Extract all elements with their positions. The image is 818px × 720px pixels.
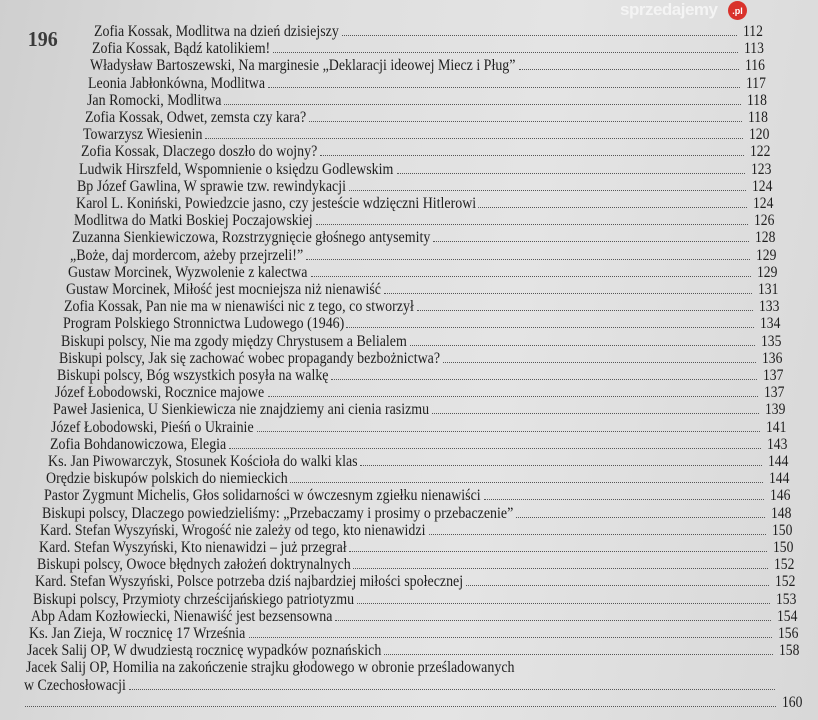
toc-entry-page: 126 bbox=[753, 212, 775, 230]
toc-entry bbox=[58, 349, 783, 367]
dot-leader bbox=[306, 259, 750, 260]
toc-entry-page: 112 bbox=[743, 23, 763, 40]
toc-entry-title: Program Polskiego Stronnictwa Ludowego (1946) bbox=[62, 315, 344, 333]
toc-entry bbox=[57, 367, 784, 384]
toc-entry-title: Biskupi polscy, Nie ma zgody między Chrystusem a Belialem bbox=[60, 332, 407, 350]
toc-entry-title: Zuzanna Sienkiewiczowa, Rozstrzygnięcie głośnego antysemity bbox=[71, 229, 431, 247]
dot-leader bbox=[205, 138, 743, 139]
toc-entry bbox=[75, 195, 774, 212]
toc-entry bbox=[34, 573, 796, 591]
toc-entry bbox=[69, 246, 777, 264]
toc-entry-title: Zofia Kossak, Dlaczego doszło do wojny? bbox=[81, 143, 318, 161]
toc-entry-title: Abp Adam Kozłowiecki, Nienawiść jest bezsensowna bbox=[31, 607, 333, 625]
toc-entry bbox=[84, 109, 768, 126]
dot-leader bbox=[320, 155, 744, 156]
toc-entry bbox=[92, 40, 764, 58]
toc-entry-title: Jacek Salij OP, W dwudziestą rocznicę wypadków poznańskich bbox=[27, 642, 382, 660]
toc-entry-title: Kard. Stefan Wyszyński, Kto nienawidzi – już przegrał bbox=[38, 539, 347, 556]
toc-entry-page: 152 bbox=[773, 556, 795, 574]
dot-leader bbox=[443, 362, 756, 363]
toc-entry bbox=[27, 642, 800, 660]
dot-leader bbox=[316, 224, 748, 225]
toc-entry bbox=[64, 298, 780, 316]
toc-entry-page: 144 bbox=[768, 470, 790, 488]
toc-entry-title: Ks. Jan Piwowarczyk, Stosunek Kościoła do walki klas bbox=[47, 453, 358, 470]
toc-entry-title: Zofia Kossak, Pan nie ma w nienawiści nic z tego, co stworzył bbox=[64, 298, 415, 316]
dot-leader bbox=[342, 35, 737, 36]
dot-leader bbox=[331, 379, 757, 380]
toc-entry bbox=[22, 693, 803, 711]
dot-leader bbox=[478, 207, 747, 208]
toc-entry-title: Zofia Kossak, Modlitwa na dzień dzisiejszy bbox=[94, 23, 339, 40]
dot-leader bbox=[384, 654, 773, 655]
toc-entry-page: 122 bbox=[749, 143, 771, 161]
toc-entry-page: 150 bbox=[773, 539, 794, 556]
toc-entry-page: 124 bbox=[753, 195, 774, 212]
page-number: 196 bbox=[27, 27, 58, 51]
toc-entry-title: Kard. Stefan Wyszyński, Wrogość nie zależy od tego, kto nienawidzi bbox=[40, 521, 426, 539]
toc-entry-title: Bp Józef Gawlina, W sprawie tzw. rewindykacji bbox=[77, 177, 347, 195]
toc-entry-page: 153 bbox=[775, 590, 797, 608]
toc-entry-page: 118 bbox=[746, 91, 767, 109]
toc-entry bbox=[73, 212, 775, 230]
toc-entry bbox=[24, 678, 781, 694]
toc-entry bbox=[32, 590, 797, 608]
toc-entry-page: 133 bbox=[758, 298, 780, 316]
dot-leader bbox=[349, 551, 767, 552]
toc-entry bbox=[66, 281, 779, 298]
dot-leader bbox=[397, 173, 745, 174]
toc-entry-page: 120 bbox=[748, 126, 770, 144]
dot-leader bbox=[429, 534, 766, 535]
toc-entry-page: 129 bbox=[755, 246, 777, 264]
dot-leader bbox=[353, 568, 768, 569]
toc-entry bbox=[86, 91, 767, 109]
dot-leader bbox=[417, 310, 753, 311]
toc-entry-page: 158 bbox=[778, 642, 800, 660]
toc-entry-title: Ks. Jan Zieja, W rocznicę 17 Września bbox=[29, 625, 246, 642]
toc-entry-title: Modlitwa do Matki Boskiej Poczajowskiej bbox=[73, 212, 313, 230]
dot-leader bbox=[290, 482, 763, 483]
toc-entry-page: 136 bbox=[761, 349, 783, 367]
toc-entry-title: Pastor Zygmunt Michelis, Głos solidarności w ówczesnym zgiełku nienawiści bbox=[44, 487, 481, 505]
toc-entry-title: Biskupi polscy, Przymioty chrześcijańskiego patriotyzmu bbox=[32, 590, 354, 608]
toc-entry-title: Biskupi polscy, Owoce błędnych założeń doktrynalnych bbox=[36, 556, 351, 574]
toc-entry-title: Zofia Kossak, Odwet, zemsta czy kara? bbox=[84, 109, 306, 126]
dot-leader bbox=[357, 603, 770, 604]
dot-leader bbox=[25, 706, 776, 707]
toc-entry-page: 116 bbox=[744, 57, 765, 75]
toc-entry bbox=[60, 332, 782, 350]
toc-entry bbox=[40, 521, 793, 539]
dot-leader bbox=[346, 327, 754, 328]
dot-leader bbox=[384, 293, 752, 294]
toc-entry bbox=[55, 384, 785, 402]
toc-entry bbox=[77, 177, 773, 195]
toc-entry-page: 146 bbox=[769, 487, 791, 505]
toc-entry bbox=[81, 143, 771, 161]
toc-entry-title: Ludwik Hirszfeld, Wspomnienie o księdzu Godlewskim bbox=[79, 160, 394, 178]
toc-entry-page: 113 bbox=[743, 40, 764, 58]
watermark: sprzedajemy bbox=[620, 0, 718, 19]
dot-leader bbox=[335, 620, 771, 621]
watermark-badge: .pl bbox=[728, 1, 747, 20]
toc-entry bbox=[38, 539, 794, 556]
toc-entry-page: 118 bbox=[748, 109, 768, 126]
toc-entry-page: 141 bbox=[765, 418, 787, 436]
dot-leader bbox=[309, 121, 742, 122]
dot-leader bbox=[466, 585, 769, 586]
toc-entry-page: 160 bbox=[781, 693, 803, 711]
toc-entry-page: 156 bbox=[778, 625, 799, 642]
toc-entry-page: 137 bbox=[763, 384, 785, 402]
toc-entry-page: 137 bbox=[763, 367, 784, 384]
toc-entry bbox=[51, 418, 787, 436]
toc-entry-page: 139 bbox=[764, 401, 786, 419]
toc-entry-page: 148 bbox=[770, 504, 792, 522]
toc-entry bbox=[36, 556, 795, 574]
dot-leader bbox=[257, 431, 760, 432]
toc-entry-page: 150 bbox=[771, 521, 793, 539]
toc-entry-page: 154 bbox=[776, 607, 798, 625]
toc-entry bbox=[82, 126, 770, 144]
toc-entry-page: 128 bbox=[754, 229, 776, 247]
toc-entry-page: 143 bbox=[766, 435, 788, 453]
dot-leader bbox=[519, 69, 739, 70]
toc-entry-title: Gustaw Morcinek, Miłość jest mocniejsza niż nienawiść bbox=[66, 281, 382, 298]
toc-entry bbox=[29, 625, 799, 642]
toc-entry-page: 124 bbox=[751, 177, 773, 195]
toc-entry-title: Zofia Kossak, Bądź katolikiem! bbox=[92, 40, 271, 58]
toc-entry bbox=[31, 607, 798, 625]
toc-entry-page: 129 bbox=[756, 263, 778, 281]
toc-entry-title: Józef Łobodowski, Rocznice majowe bbox=[55, 384, 265, 402]
toc-entry-page: 123 bbox=[750, 160, 772, 178]
toc-entry-title: Towarzysz Wiesienin bbox=[82, 126, 203, 144]
toc-entry-page: 152 bbox=[774, 573, 796, 591]
dot-leader bbox=[268, 87, 740, 88]
toc-entry bbox=[45, 470, 790, 488]
toc-entry bbox=[68, 263, 778, 281]
toc-entry-page: 117 bbox=[745, 74, 766, 92]
dot-leader bbox=[433, 241, 749, 242]
toc-entry-title: Biskupi polscy, Jak się zachować wobec propagandy bezbożnictwa? bbox=[58, 349, 440, 367]
toc-entry-page: 144 bbox=[768, 453, 789, 470]
toc-entry-title: Biskupi polscy, Bóg wszystkich posyła na walkę bbox=[57, 367, 329, 384]
toc-entry bbox=[53, 401, 786, 419]
dot-leader bbox=[360, 465, 762, 466]
dot-leader bbox=[432, 413, 759, 414]
toc-entry bbox=[88, 74, 766, 92]
dot-leader bbox=[129, 689, 775, 690]
toc-entry-title: Jacek Salij OP, Homilia na zakończenie strajku głodowego w obronie prześladowanych bbox=[25, 659, 515, 677]
toc-entry-title: Orędzie biskupów polskich do niemieckich bbox=[45, 470, 288, 488]
toc-entry-title: w Czechosłowacji bbox=[23, 676, 126, 694]
dot-leader bbox=[410, 345, 755, 346]
toc-entry-page: 134 bbox=[759, 315, 781, 333]
toc-entry-title: Kard. Stefan Wyszyński, Polsce potrzeba dziś najbardziej miłości społecznej bbox=[34, 573, 463, 591]
toc-entry-title: Biskupi polscy, Dlaczego powiedzieliśmy: „Przebaczamy i prosimy o przebaczenie” bbox=[42, 504, 514, 522]
dot-leader bbox=[349, 190, 746, 191]
toc-entry bbox=[79, 160, 772, 178]
dot-leader bbox=[273, 52, 738, 53]
toc-entry-title: Leonia Jabłonkówna, Modlitwa bbox=[88, 74, 266, 92]
toc-entry bbox=[44, 487, 791, 505]
toc-entry bbox=[62, 315, 781, 333]
toc-entry bbox=[26, 660, 780, 676]
toc-entry-title: Gustaw Morcinek, Wyzwolenie z kalectwa bbox=[68, 263, 308, 281]
toc-entry bbox=[71, 229, 776, 247]
dot-leader bbox=[484, 499, 764, 500]
dot-leader bbox=[268, 396, 758, 397]
toc-entry-title: Władysław Bartoszewski, Na marginesie „Deklaracji ideowej Miecz i Pług” bbox=[90, 57, 516, 75]
toc-entry bbox=[42, 504, 792, 522]
toc-entry bbox=[49, 435, 788, 453]
toc-entry-title: Zofia Bohdanowiczowa, Elegia bbox=[49, 435, 226, 453]
dot-leader bbox=[229, 448, 761, 449]
toc-entry-title: Karol L. Koniński, Powiedzcie jasno, czy jesteście wdzięczni Hitlerowi bbox=[75, 195, 476, 212]
toc-entry-page: 131 bbox=[758, 281, 779, 298]
toc-entry-title: Józef Łobodowski, Pieśń o Ukrainie bbox=[51, 418, 255, 436]
toc-entry bbox=[90, 57, 765, 75]
toc-entry-title: „Boże, daj mordercom, ażeby przejrzeli!” bbox=[69, 246, 304, 264]
toc-entry bbox=[47, 453, 789, 470]
toc-entry-title: Paweł Jasienica, U Sienkiewicza nie znajdziemy ani cienia rasizmu bbox=[53, 401, 430, 419]
toc-entry bbox=[94, 23, 763, 40]
toc-entry-page: 135 bbox=[760, 332, 782, 350]
dot-leader bbox=[224, 104, 741, 105]
dot-leader bbox=[311, 276, 751, 277]
toc-entry-title: Jan Romocki, Modlitwa bbox=[86, 91, 222, 109]
dot-leader bbox=[516, 517, 765, 518]
dot-leader bbox=[249, 637, 772, 638]
